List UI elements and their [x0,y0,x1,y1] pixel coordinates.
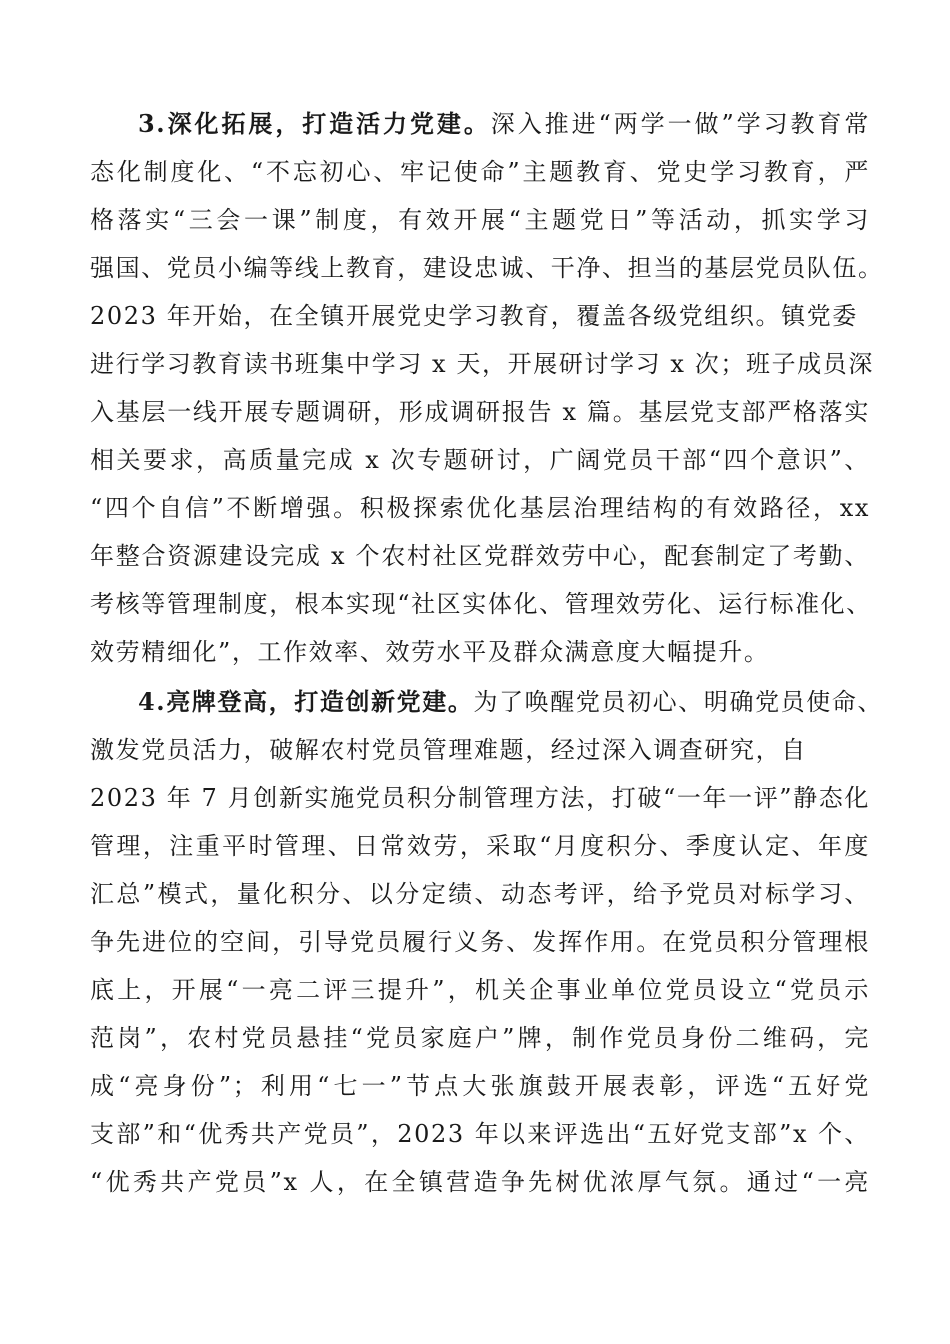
paragraph-4-line-4: 管理，注重平时管理、日常效劳，采取“月度积分、季度认定、年度 [90,832,870,860]
paragraph-4-line-5: 汇总”模式，量化积分、以分定绩、动态考评，给予党员对标学习、 [90,880,870,908]
paragraph-3-heading: 3.深化拓展，打造活力党建。 [138,109,491,138]
paragraph-4-text: 为了唤醒党员初心、明确党员使命、 [473,688,884,716]
paragraph-4-line-10: 支部”和“优秀共产党员”，2023 年以来评选出“五好党支部”x 个、 [90,1120,870,1148]
paragraph-4-heading: 4.亮牌登高，打造创新党建。 [138,687,474,716]
paragraph-3-line-9: “四个自信”不断增强。积极探索优化基层治理结构的有效路径，xx [90,494,870,522]
paragraph-4-line-11: “优秀共产党员”x 人，在全镇营造争先树优浓厚气氛。通过“一亮 [90,1168,870,1196]
paragraph-3-line-7: 入基层一线开展专题调研，形成调研报告 x 篇。基层党支部严格落实 [90,398,870,426]
paragraph-3-line-4: 强国、党员小编等线上教育，建设忠诚、干净、担当的基层党员队伍。 [90,254,884,282]
paragraph-4-line-1 [138,680,884,724]
paragraph-4-line-3: 2023 年 7 月创新实施党员积分制管理方法，打破“一年一评”静态化 [90,784,870,812]
paragraph-3-line-12: 效劳精细化”，工作效率、效劳水平及群众满意度大幅提升。 [90,638,770,666]
paragraph-4-line-9: 成“亮身份”；利用“七一”节点大张旗鼓开展表彰，评选“五好党 [90,1072,870,1100]
paragraph-3-line-10: 年整合资源建设完成 x 个农村社区党群效劳中心，配套制定了考勤、 [90,542,870,570]
paragraph-3-line-2: 态化制度化、“不忘初心、牢记使命”主题教育、党史学习教育，严 [90,158,870,186]
paragraph-4-line-2: 激发党员活力，破解农村党员管理难题，经过深入调查研究，自 [90,736,807,764]
paragraph-3-line-5: 2023 年开始，在全镇开展党史学习教育，覆盖各级党组织。镇党委 [90,302,858,330]
paragraph-3-line-11: 考核等管理制度，根本实现“社区实体化、管理效劳化、运行标准化、 [90,590,872,618]
paragraph-4-line-6: 争先进位的空间，引导党员履行义务、发挥作用。在党员积分管理根 [90,928,870,956]
paragraph-4-line-8: 范岗”，农村党员悬挂“党员家庭户”牌，制作党员身份二维码，完 [90,1024,870,1052]
paragraph-3-line-3: 格落实“三会一课”制度，有效开展“主题党日”等活动，抓实学习 [90,206,870,234]
paragraph-3-text: 深入推进“两学一做”学习教育常 [490,110,870,138]
paragraph-3-line-6: 进行学习教育读书班集中学习 x 天，开展研讨学习 x 次；班子成员深 [90,350,874,378]
paragraph-3-line-8: 相关要求，高质量完成 x 次专题研讨，广阔党员干部“四个意识”、 [90,446,870,474]
paragraph-3-line-1 [138,102,870,146]
paragraph-4-line-7: 底上，开展“一亮二评三提升”，机关企事业单位党员设立“党员示 [90,976,870,1004]
